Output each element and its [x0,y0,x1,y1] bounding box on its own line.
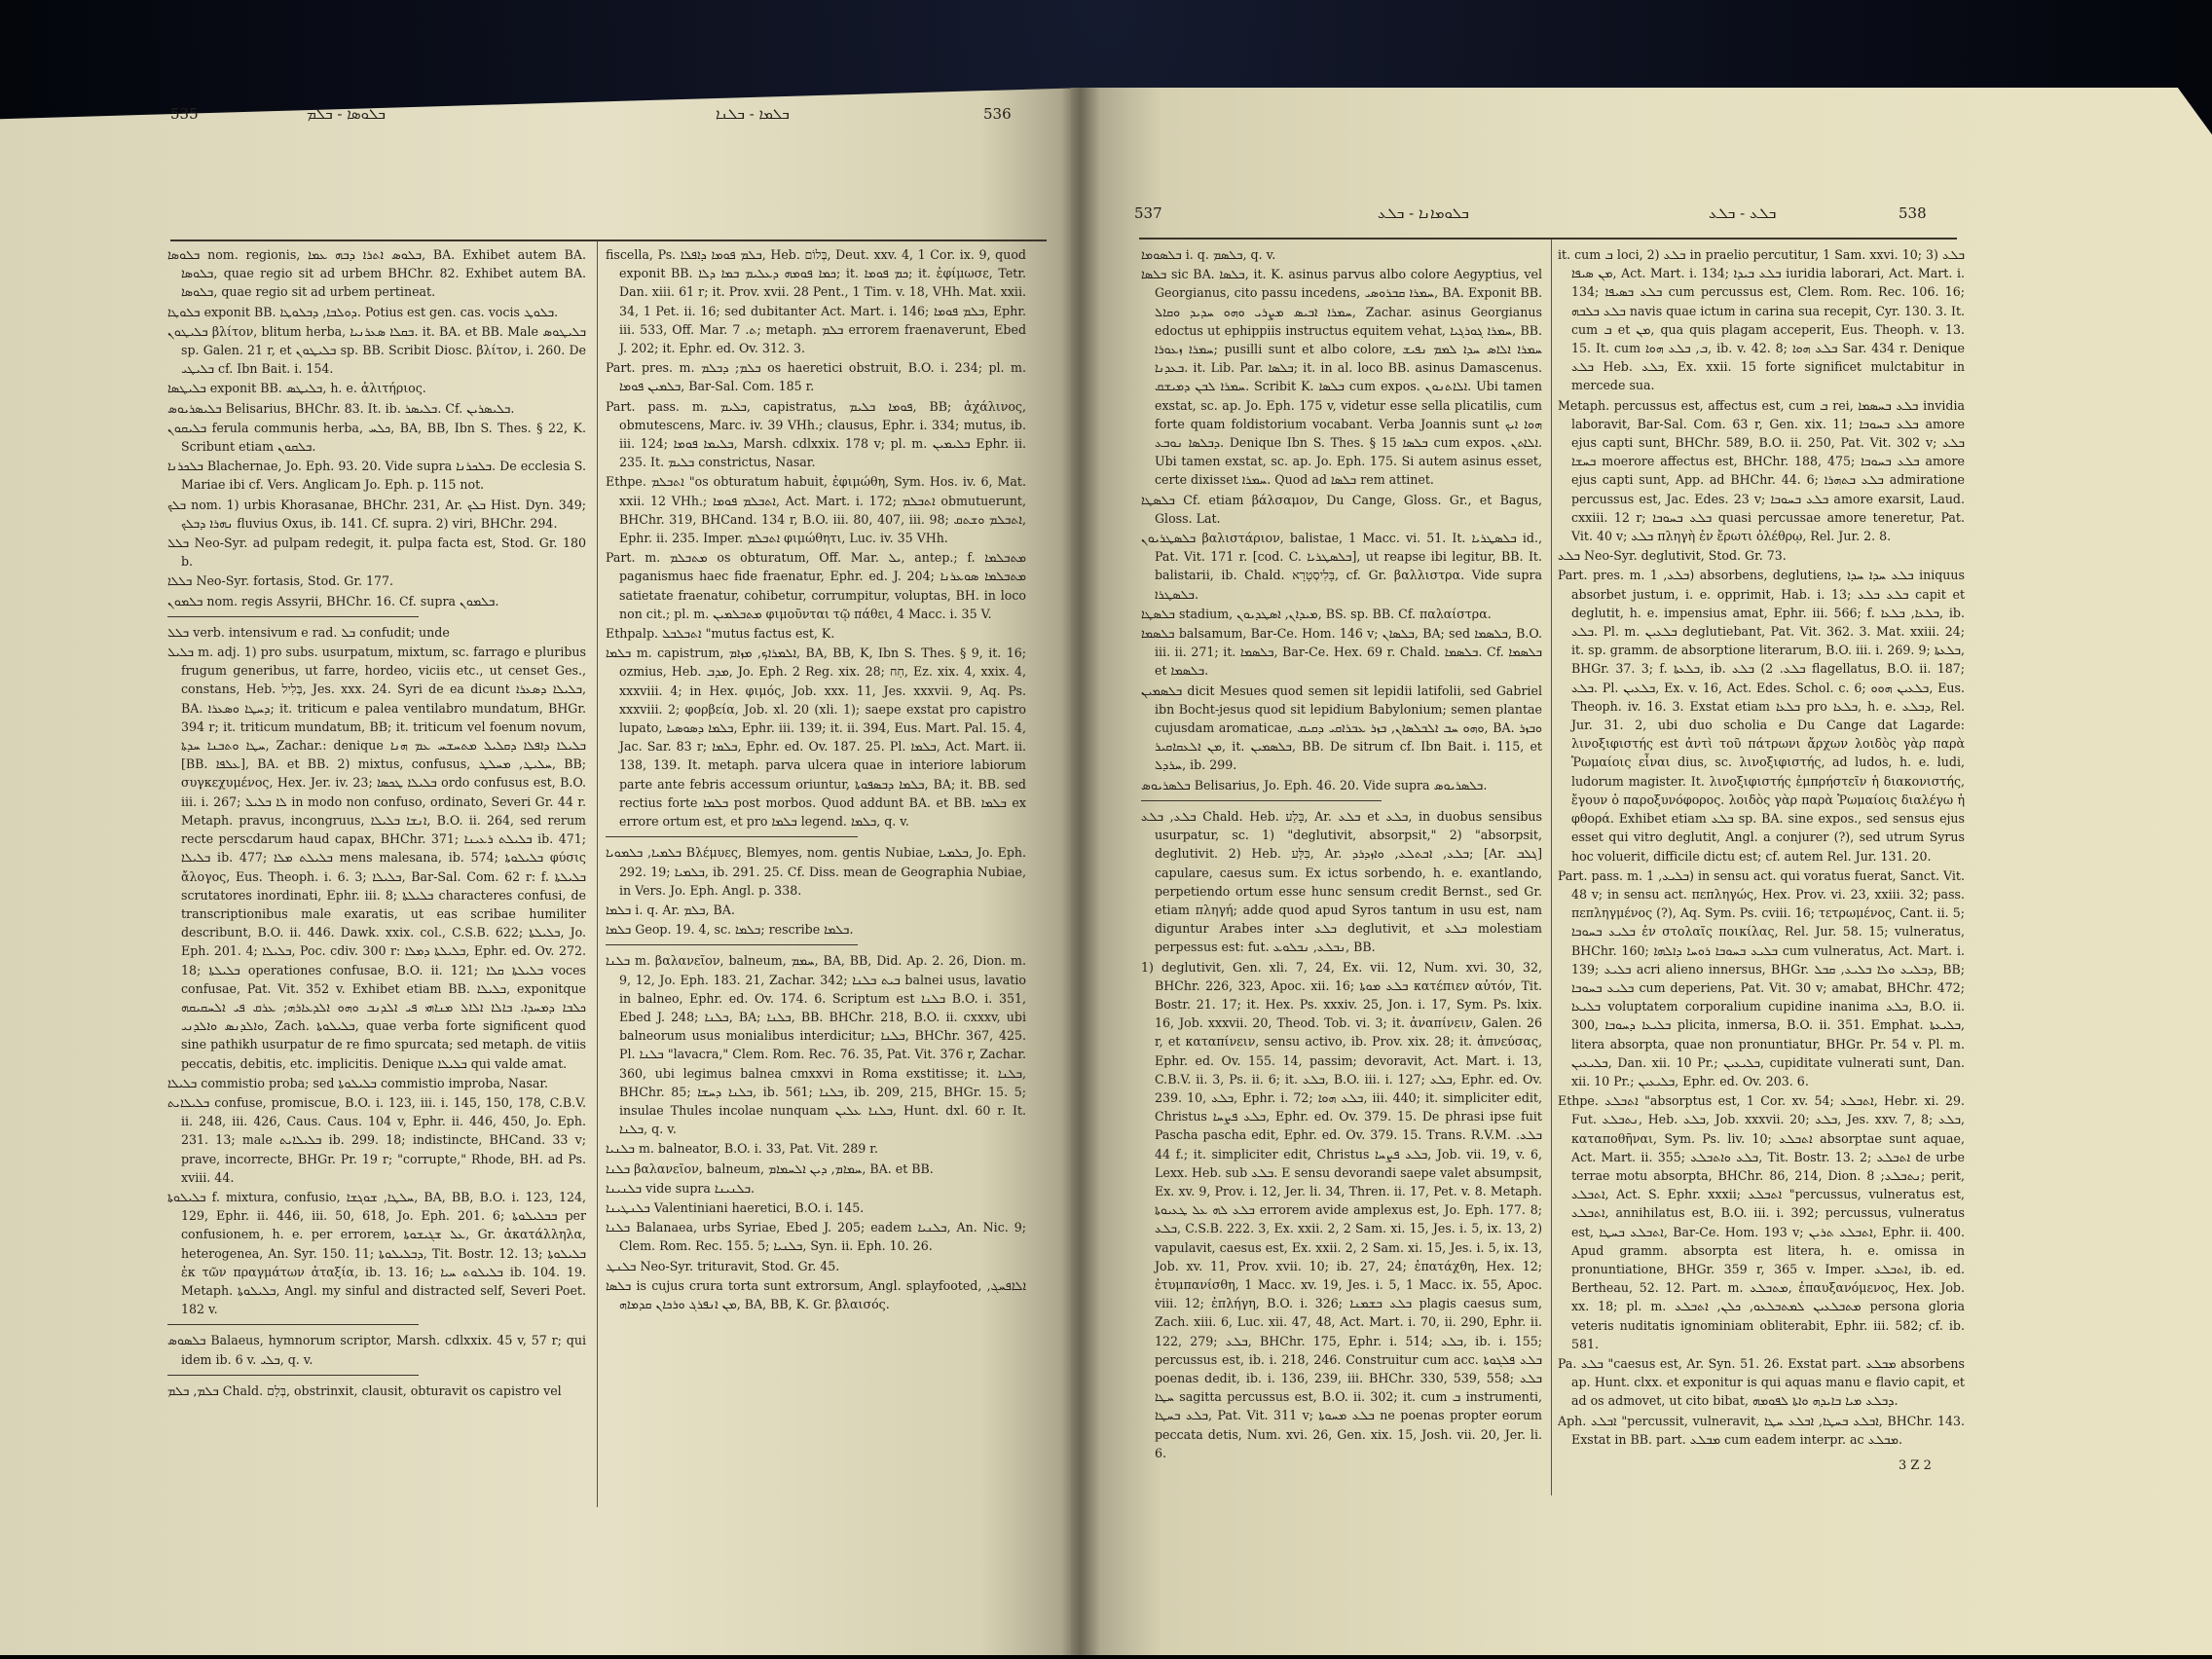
entry: it. cum ܒ loci, 2) ܒܠܥ in praelio percutitur, 1 Sam. xxvi. 10; 3) ܒܠܥ ܡܢ ܣܝܦܐ, Act. Mart. i. 134; ܒܠܥ ܒܝܕܐ iuridia laborari, Act. Mart. i. 134; ܒܠܥ ܒܣܝܦܐ cum percussus est, Clem. Rom. Rec. 106. 16; ܒܠܥ ܒܠܒܗ navis quae ictum in carina sua recepit, Cyr. 130. 3. It. cum ܒ et ܡܢ, qua quis plagam acceperit, Eus. Theoph. v. 13. 15. It. cum ܒ, ܒܠܥ ܗܘܐ, ib. v. 42. 8; ܒܠܥ ܗܘܐ Sar. 434 r. Denique ܒܠܥ Heb. ܒܠܥ, Ex. xxii. 15 forte significet mulctabitur in mercede sua. [1558,247,1965,393]
entry: ܒܠܢܐ βαλανεῖον, balneum, ܚܡܐܡ, ܕܝܢ ܐܠܚܡܐܡ, BA. et BB. [606,1161,934,1176]
entry: ܒܠܟ nom. 1) urbis Khorasanae, BHChr. 231, Ar. ܒܠܟ Hist. Dyn. 349; ܢܗܪܐ ܕܒܠܟ fluvius Oxus, ib. 141. Cf. supra. 2) viri, BHChr. 294. [167,497,586,531]
entry: Ethpe. ܐܬܒܠܡ "os obturatum habuit, ἐφιμώθη, Sym. Hos. iv. 6, Mat. xxii. 12 VHh.; ܐܬܒܠܡ ܦܘܡܐ, Act. Mart. i. 172; ܐܬܒܠܡ obmutuerunt, BHChr. 319, BHCand. 134 r, B.O. iii. 80, 407, iii. 98; ܐܬܒܠܡ ܘܫܬܩ, Ephr. ii. 235. Imper. ܐܬܒܠܡ φιμώθητι, Luc. iv. 35 VHh. [606,474,1026,546]
page-number-538: 538 [1899,204,1927,222]
entry: Part. pres. m. ܒܠܥ, 1) absorbens, deglutiens, ܒܠܥ ܚܕܐ ܚܕܐ iniquus absorbet justum, i. e. opprimit, Hab. i. 13; ܒܠܥ ܒܠܥ capit et deglutit, h. e. impensius amat, Ephr. iii. 566; f. ܒܠܥܐ, ܒܠܥܐ, ib. ܒܠܥ. Pl. m. ܒܠܥܝܢ deglutiebant, Pat. Vit. 362. 3. Mat. xxiii. 24; it. sp. gramm. de absorptione literarum, B.O. iii. i. 269. 9; ܒܠܥܬܐ, BHGr. 37. 3; f. ܒܠܥܬܐ, ib. ܒܠܥ. 2) ܒܠܥ flagellatus, B.O. ii. 187; ܒܠܥ. Pl. ܒܠܥܝܢ, Ex. v. 16, Act. Edes. Schol. c. 6; ܒܠܥܝܢ ܗܘܘ, Eus. Theoph. iv. 16. 3. Exstat etiam ܒܠܥܐ pro ܒܠܥܐ, h. e. ܕܒܠܥ, Rel. Jur. 31. 2, ubi duo scholia e Du Cange dat Lagarde: λινοξιφιστής est ἀντὶ τοῦ πάτρωνι ἄρχων λοιδὸς γὰρ παρὰ Ῥωμαίοις εἶναι dius, sc. λινοξιφιστής, ad ludos, h. e. ludi, ludorum magister. It. λινοξιφιστής ἐμπρήστεῖν ἡ διακονιστής, ἔγουν ὁ παροξυνόφορος. λοιδὸς γὰρ παρὰ Ῥωμαίοις διαλέγω ἡ φθορά. Exhibet etiam ܒܠܥ sp. BA. sine expos., sed sensus ejus esset qui vitro deglutit, Angl. a conjurer (?), sed utrum Syrus hoc voluerit, difficile dictu est; cf. autem Rel. Jur. 131. 20. [1558,568,1965,864]
right-page-column-2 [1558,245,1965,1453]
entry-separator [167,1375,419,1376]
entry: ܒܠܢܝܐ m. balneator, B.O. i. 33, Pat. Vit. 289 r. [606,1141,878,1157]
entry: ܒܠܝܛܘܢ βλίτον, blitum herba, ܒܩܠܐ ܣܥܪܢܝܐ. it. BA. et BB. Male ܒܠܝܛܘܣ sp. Galen. 21 r, et ܒܠܝܛܘܢ sp. BB. Scribit Diosc. βλίτον, i. 260. De ܒܠܝܛܝ cf. Ibn Bait. i. 154. [167,323,586,377]
entry: ܒܠܣܡܐ balsamum, Bar-Ce. Hom. 146 v; ܒܠܣܐܢ, BA; sed ܒܠܣܡܐ, B.O. iii. ii. 271; it. ܒܠܣܡܐ, Bar-Ce. Hex. 69 r. Chald. ܒܠܣܡܐ. Cf. ܒܠܣܡܐ et ܒܠܣܡܐ. [1141,626,1542,679]
entry: Ethpalp. ܐܬܒܠܒܠ "mutus factus est, K. [606,626,835,642]
entry: ܒܠܡܐ Geop. 19. 4, sc. ܒܠܡܐ; rescribe ܒܠܡܐ. [606,922,854,938]
entry: Pa. ܒܠܥ "caesus est, Ar. Syn. 51. 26. Exstat part. ܡܒܠܥ absorbens ap. Hunt. clxx. et exponitur is qui aquas manu e flavio capit, et ad os admovet, ut cito bibat, ܕܒܠܥ ܡܝܐ ܒܐܝܕܗ ܘܐܬܐ ܠܦܘܡܗ. [1558,1355,1965,1409]
entry: Part. pres. m. ܒܠܡ; ܕܒܠܡ os haeretici obstruit, B.O. i. 234; pl. m. ܒܠܡܝܢ ܦܘܡܐ, Bar-Sal. Com. 185 r. [606,360,1026,394]
entry: ܒܠܘܣܐ nom. regionis, ܒܠܘܣ ܐܬܪܐ ܕܒܗ ܥܡܐ, BA. Exhibet autem BA. ܒܠܘܣܐ, quae regio sit ad urbem BHChr. 82. Exhibet autem BA. ܒܠܘܣܐ, quae regio sit ad urbem pertineat. [167,247,586,300]
entry: Part. pass. m. ܒܠܝܥ, 1) in sensu act. qui voratus fuerat, Sanct. Vit. 48 v; in sensu act. πεπληγώς, Hex. Prov. vi. 23, xxiii. 32; pass. πεπληγμένος (?), Aq. Sym. Ps. cviii. 16; τετρωμένος, Cant. ii. 5; ܒܠܝܥ ܒܚܘܒܐ ἐν στολαῖς ποικίλας, Rel. Jur. 58. 15; vulneratus, BHChr. 160; ܒܠܝܥ ܒܚܘܒܐ ܪܘܚܐ ܕܐܠܗܐ cum vulneratus, Act. Mart. i. 139; ܒܠܝܥ acri alieno innersus, BHGr. ܕܒܠܝܥ ܘܠܐ ܒܠܝܥ, ܩܒܠ, BB; ܒܠܝܥ ܒܚܘܒܐ cum deperiens, Pat. Vit. 30 v; amabat, BHChr. 472; ܒܠܝܥܐ voluptatem corporalium cupidine inanima ܒܠܥ, B.O. ii. 300, ܒܠܝܥܐ ܕܚܘܒܐ plicita, inmersa, B.O. ii. 351. Emphat. ܒܠܝܥܬܐ, litera absorpta, quae non pronuntiatur, BHGr. Pr. 54 v. Pl. m. ܒܠܝܥܝܢ, Dan. xii. 10 Pr.; ܒܠܝܥܝܢ, cupiditate vulnerati sunt, Dan. xii. 10 Pr.; ܒܠܝܥܝܢ, Ephr. ed. Ov. 203. 6. [1558,867,1965,1088]
entry: ܒܠܝܛܣܐ exponit BB. ܒܠܝܛܣ, h. e. ἀλιτήριος. [167,381,426,396]
entry: ܒܠܡ, ܒܠܡ Chald. בְּלַם, obstrinxit, clausit, obturavit os capistro vel [167,1382,562,1398]
entry-separator [606,836,858,837]
entry: ܒܠܡܘܢ nom. regis Assyrii, BHChr. 16. Cf. supra ܒܠܡܘܢ. [167,593,499,608]
entry: ܒܠܣܘܡܐ i. q. ܒܠܣܡ, q. v. [1141,247,1276,262]
entry: ܒܠܠܐ Neo-Syr. fortasis, Stod. Gr. 177. [167,573,394,589]
entry: ܒܠܡܝܐ, ܒܠܡܘܝܐ Βλέμυες, Blemyes, nom. gentis Nubiae, ܒܠܡܝܐ, Jo. Eph. 292. 19; ܒܠܡܝܐ, ib. 291. 25. Cf. Diss. mean de Geographia Nubiae, in Vers. Jo. Eph. Angl. p. 338. [606,845,1026,898]
entry: ܒܠܡܐ i. q. Ar. ܒܠܡ, BA. [606,902,735,917]
entry-separator [606,944,858,945]
entry: ܒܠܝܠܘܬܐ f. mixtura, confusio, ܚܠܛܐ, ܫܘܓܫܐ, BA, BB, B.O. i. 123, 124, 129, Ephr. ii. 446, iii. 50, 618, Jo. Eph. 201. 6; ܒܒܠܝܠܘܬܐ per confusionem, h. e. per errorem, ܥܠ ܫܓܝܫܘܬܐ, Gr. ἀκατάλληλα, heterogenea, An. Syr. 150. 11; ܕܒܠܝܠܘܬܐ, Tit. Bostr. 12. 13; ܒܠܝܠܘܬܐ ἐκ τῶν πραγμάτων ἀταξία, ib. 13. 16; ܒܠܝܠܘܬ ܚܝܐ ib. 104. 19. Metaph. ܒܠܝܠܘܬܐ, Angl. my sinful and distracted self, Severi Poet. 182 v. [167,1189,586,1317]
entry: ܒܠܝܠܐܝܬ confuse, promiscue, B.O. i. 123, iii. i. 145, 150, 178, C.B.V. ii. 248, iii. 426, Caus. Caus. 104 v, Ephr. ii. 446, 450, Jo. Eph. 231. 13; male ܒܠܝܠܐܝܬ ib. 299. 18; indistincte, BHCand. 33 v; prave, incorrecte, BHGr. Pr. 19 r; "corrupte," Rhode, BH. ad Ps. xviii. 44. [167,1094,586,1185]
entry: ܒܠܡܐ m. capistrum, ܐܠܡܪܐܟ, ܡܙܐܡ, BA, BB, K, Ibn S. Thes. § 9, it. 16; ozmius, Heb. ܡܕܒ, Jo. Eph. 2 Reg. xix. 28; חַח, Ez. xix. 4, xxix. 4, xxxviii. 4; in Hex. φιμός, Job. xxx. 11, Jes. xxxvii. 9, Aq. Ps. xxxviii. 2; φορβεία, Job. xl. 20 (xli. 1); saepe exstat pro capistro lupato, ܒܠܡܐ ܕܣܘܣܝܐ, Ephr. iii. 139; it. ii. 394, Eus. Mart. Pal. 15. 4, Jac. Sar. 83 r; ܒܠܡܐ, Ephr. ed. Ov. 187. 25. Pl. ܒܠܡܐ, Act. Mart. ii. 138, 139. It. metaph. parva ulcera quae in interiore labiorum parte ante febris accessum oriuntur, ܒܠܡܐ ܕܒܣܦܘܬܐ, BA; it. BB. sed rectius forte ܒܠܡܐ post morbos. Quod addunt BA. et BB. ܒܠܡܐ ex errore ortum est, et pro ܒܠܡܐ legend. ܒܠܡܐ, q. v. [606,645,1026,830]
entry-separator [167,616,419,617]
entry: ܒܠܣܛܐ Cf. etiam βάλσαμον, Du Cange, Gloss. Gr., et Bagus, Gloss. Lat. [1141,492,1542,526]
entry: ܒܠܠ verb. intensivum e rad. ܒܠ confudit; unde [167,624,450,640]
right-page-header-rule [1139,238,1957,240]
left-page-column-2 [606,245,1026,1503]
entry: ܒܠܝܩܘܢ ferula communis herba, ܟܠܚ, BA, BB, Ibn S. Thes. § 22, K. Scribunt etiam ܒܠܩܘܢ. [167,420,586,455]
entry: ܒܠܥ Neo-Syr. deglutivit, Stod. Gr. 73. [1558,548,1787,564]
entry: ܒܠܝܣܪܝܘܣ Belisarius, BHChr. 83. It. ib. ܒܠܝܣܪ. Cf. ܒܠܝܣܪܝܢ. [167,400,515,416]
page-number-536: 536 [983,105,1012,123]
running-headword-535: ܒܠܘܣܐ - ܒܠܡ [307,105,386,123]
book-gutter [1061,88,1100,1655]
entry: ܒܠܣܡܝܢ dicit Mesues quod semen sit lepidii latifolii, sed Gabriel ibn Bocht-jesus quod sit lepidium Babylonium; semen plantae cujusdam aromaticae, ܘܗܘ ܚܒ ܐܠܒܠܣܐܢ, ܒܙܪ ܥܒܪܐܩܝ ܕܩܝܩ, BA. ܘܒܙܪ ܡܢ ܐܠܥܩܐܩܝܪ, it. ܒܠܣܡܝܢ, BB. De sitrum cf. Ibn Bait. i. 115, et ܚܪܕܠ, ib. 299. [1141,682,1542,773]
entry: ܒܠܢܛ Neo-Syr. trituravit, Stod. Gr. 45. [606,1258,840,1273]
entry: Part. pass. m. ܒܠܝܡ, capistratus, ܦܘܡܐ ܒܠܝܡ, BB; ἀχάλινος, obmutescens, Marc. iv. 39 VHh.; clausus, Ephr. i. 334; mutus, ib. iii. 124; ܒܠܝܡܐ ܦܘܡܐ, Marsh. cdlxxix. 178 v; pl. m. ܒܠܝܡܝܢ Ephr. ii. 235. It. ܒܠܝܡ constrictus, Nasar. [606,398,1026,470]
running-headword-537: ܒܠܘܡܐܢܐ - ܒܠܥ [1378,204,1469,222]
left-page-column-rule [597,241,598,1507]
entry: ܒܠܢܛܝܢܐ Valentiniani haeretici, B.O. i. 145. [606,1199,865,1215]
entry: ܒܠܥ, ܒܠܥ Chald. Heb. בָּלַע, Ar. ܒܠܥ et ܒܠܥ, in duobus sensibus usurpatur, sc. 1) "deglutivit, absorpsit," 2) "absorpsit, deglutivit. 2) Heb. בִּלַּע, Ar. ܒܠܥ, ܐܒܬܠܥ, ܘܐܙܕܪܕ; [Ar. ܓܠܒ] capulare, caesus sum. Ex ictus sorbendo, h. e. exantlando, perpetiendo ortum esse hunc sensum credit Bernst., sed Gr. etiam πληγή; adde quod apud Syros tantum in usu est, nam diguntur Arabes inter ܒܠܥ deglutivit, et ܒܠܥ molestiam perpessus est: fut. ܢܒܠܥ, ܢܒܠܘܥ, BB. [1141,808,1542,955]
entry: Aph. ܐܒܠܥ "percussit, vulneravit, ܐܒܠܥ ܒܚܛܐ, ܐܒܠܥ ܚܛܐ, BHChr. 143. Exstat in BB. part. ܡܒܠܥ cum eadem interpr. ac ܡܒܠܥ. [1558,1413,1965,1447]
entry: Part. m. ܡܬܒܠܡ os obturatum, Off. Mar. ܝܠ, antep.; f. ܡܬܒܠܡܐ paganismus haec fide fraenatur, Ephr. ed. J. 204; ܡܬܒܠܡܐ ܣܘܥܪܢܐ satietate fraenatur, cohibetur, corrumpitur, voluptas, BH. in loco non cit.; pl. m. ܡܬܒܠܡܝܢ φιμοῦνται τῷ πάθει, 4 Macc. i. 35 V. [606,550,1026,621]
entry: ܒܠܢܐ m. βαλανεῖον, balneum, ܚܡܡ, BA, BB, Did. Ap. 2. 26, Dion. m. 9, 12, Jo. Eph. 183. 21, Zachar. 342; ܒܝܬ ܒܠܢܐ balnei usus, lavatio in balneo, Ephr. ed. Ov. 174. 6. Scriptum est ܒܠܢܐ B.O. i. 351, Ebed J. 248; ܒܠܢܐ, BA; ܒܠܢܐ, BB. BHChr. 218, B.O. ii. cxxxv, ubi balneorum usus monialibus interdicitur; ܒܠܢܐ, BHChr. 367, 425. Pl. ܒܠܢܐ "lavacra," Clem. Rom. Rec. 76. 35, Pat. Vit. 376 r, Zachar. 360, ubi legimus balnea cmxxvi in Roma exstitisse; it. ܒܠܢܐ, BHChr. 85; ܒܠܢܐ ܕܚܫܐ, ib. 561; ܒܠܢܐ, ib. 209, 215, BHGr. 15. 5; insulae Thules incolae nunquam ܒܠܢܐ ܥܠܝܢ, Hunt. dxl. 60 r. It. ܒܠܢܐ, q. v. [606,953,1026,1137]
right-page-column-1 [1141,245,1542,1493]
entry: ܒܠܣܛܪܝܘܢ βαλιστάριον, balistae, 1 Macc. vi. 51. It. ܒܠܣܛܪܝܐ id., Pat. Vit. 171 r. [cod. C. ܒܠܣܛܪܝܐ], ut reapse ibi legitur, BB. It. balistarii, ib. Chald. בָּלִיסְטָרָא, cf. Gr. βαλλιστρα. Vide supra ܒܠܣܛܪܐ. [1141,531,1542,602]
entry: fiscella, Ps. ܒܠܡ ܦܘܡܐ ܕܐܦܠܐ, Heb. בְּלוֹם, Deut. xxv. 4, 1 Cor. ix. 9, quod exponit BB. ܟܡܐ ܦܘܡܗ ܕܥܠܝܡ ܒܡܐ ܕܠܐ; it. ܟܡ ܦܘܡܐ; it. ἐφίμωσε, Tetr. Dan. xiii. 61 r; it. Prov. xvii. 28 Pent., 1 Tim. v. 18, VHh. Mat. xxii. 34, 1 Pet. ii. 16; sed dubitanter Act. Mart. i. 146; ܒܠܡ ܦܘܡܐ, Ephr. iii. 533, Off. Mar. ܬ. 7; metaph. ܒܠܡ errorem fraenaverunt, Ebed J. 202; it. Ephr. ed. Ov. 312. 3. [606,247,1026,356]
entry: ܒܠܣܐ sic BA. ܒܠܣܐ, it. K. asinus parvus albo colore Aegyptius, vel Georgianus, cito passu incedens, ܚܡܪܐ ܩܒܪܘܣܝ, BA. Exponit BB. ܚܡܪܐ ܐܒܝܣ ܡܨܪܝ ܘܗܘ ܚܕܝܕ ܘܩܐܠ, Zachar. asinus Georgianus edoctus ut ephippiis instructus equitem vehat, ܚܡܪܐ ܓܘܪܓܝܐ, BB. ܚܡܪܐ ܙܥܘܪܐ; pusilli sunt et albo colore, ܚܡܪܐ ܐܠܐܣ ܚܕܐ ܠܡܡ ܢܦܝܫ ܒܥܕܢܐ. it. Lib. Par. ܒܠܣܐ; it. in al. loco BB. asinus Damascenus. ܚܡܪܐ ܠܒܢ ܕܡܝܫܩ. Scribit K. ܒܠܣܐ cum expos. ܐܠܐܬܢܘܢ. Ubi tamen exstat, sc. ap. Jo. Eph. 175 v, videtur esse sella plicatilis, cum forte quam foldistorium vocabant. Verba Joannis sunt ܗܘܐ ܐܝܟ ܕܒܠܣܐ ܢܘܒܥ. Denique Ibn S. Thes. § 15 ܒܠܣܐ cum expos. ܐܠܐܬܢ. Ubi tamen exstat, sc. ap. Jo. Eph. 175. Si autem asinus esset, certe dixisset ܚܡܪܐ. Quod ad ܒܠܣܐ rem attinet. [1141,267,1542,488]
left-page-header [170,105,1066,132]
entry: ܒܠܣܘܣ Balaeus, hymnorum scriptor, Marsh. cdlxxix. 45 v, 57 r; qui idem ib. 6 v. ܒܠܝ, q. v. [167,1333,586,1367]
entry-separator [1141,800,1382,801]
entry-separator [167,1324,419,1325]
entry [1558,1450,1965,1453]
entry: ܒܠܝܠܐ commistio proba; sed ܒܠܝܠܘܬܐ commistio improba, Nasar. [167,1075,548,1090]
entry: ܒܠܣܐ is cujus crura torta sunt extrorsum, Angl. splayfooted, ܐܠܐܦܚܓ, ܡܢ ܐܢܦܪܓ ܘܪܟܐܢ ܩܕܡܐܗ, BA, BB, K. Gr. βλαισός. [606,1277,1026,1311]
entry: ܒܠܘܛܐ exponit BB. ܕܘܠܒܐ, ܕܒܠܘܛܐ. Potius est gen. cas. vocis ܒܠܘܛ. [167,304,559,319]
page-number-537: 537 [1134,204,1162,222]
right-page-header [1134,204,2108,232]
entry: ܒܠܣܛܐ stadium, ܡܝܕܐܢ, ܐܣܛܕܝܘܢ, BS. sp. BB. Cf. παλαίστρα. [1141,606,1492,621]
left-page-column-1 [167,245,586,1503]
entry: Metaph. percussus est, affectus est, cum ܒ rei, ܒܠܥ ܒܚܣܡܐ invidia laboravit, Bar-Sal. Com. 63 r, Gen. xix. 11; ܒܠܥ ܒܚܘܒܐ amore ejus capti sunt, BHChr. 589, B.O. ii. 250, Pat. Vit. 302 v; ܒܠܥ ܒܚܫܐ moerore affectus est, BHChr. 188, 475; ܒܠܥ ܒܚܘܒܐ amore ejus capti sunt, App. ad BHChr. 44. 6; ܒܠܥ ܒܬܗܪܐ admiratione percussus est, Jac. Edes. 23 v; ܒܠܥ ܒܚܘܒܐ amore exarsit, Laud. cxxiii. 12 r; ܒܠܥ ܒܚܘܒܐ quasi percussae amore teneretur, Pat. Vit. 40 v; ܒܠܥ πληγὴ ἐν ἔρωτι ὀλέθρῳ, Rel. Jur. 2. 8. [1558,397,1965,544]
right-page-column-rule [1551,240,1552,1495]
entry: 1) deglutivit, Gen. xli. 7, 24, Ex. vii. 12, Num. xvi. 30, 32, BHChr. 226, 323, Apoc. xii. 16; ܒܠܥ ܡܘܬܐ κατέπιεν αὐτόν, Tit. Bostr. 21. 17; it. Hex. Ps. xxxiv. 25, Jon. i. 17, Sym. Ps. lxix. 16, Job. xxxvii. 20, Theod. Tob. vi. 3; it. ἀναπίνειν, Galen. 26 r, et καταπίνειν, sensu activo, ib. Prov. xix. 28; it. ἀπνεύσας, Ephr. ed. Ov. 155. 14, passim; devoravit, Act. Mart. i. 13, C.B.V. ii. 3, Ps. ii. 6; it. ܒܠܥ, B.O. iii. i. 127; ܒܠܥ, Ephr. ed. Ov. 239. 10, ܒܠܥ, Ephr. i. 72; ܒܠܥ ܗܘܐ, iii. 440; it. simpliciter edit, Christus ܒܠܥ ܦܨܚܐ, Ephr. ed. Ov. 379. 15. De phrasi ipse fuit Pascha pascha edit, Ephr. ed. Ov. 379. 15. Trans. R.V.M. ܒܠܥ. 44 f.; it. simpliciter edit, Christus ܒܠܥ ܦܨܚܐ, Job. vii. 19, v. 6, Lexx. Heb. sub ܒܠܥ. E sensu devorandi saepe valet absumpsit, Ex. xv. 9, Prov. i. 12, Jer. li. 34, Thren. ii. 17, Pet. v. 8. Metaph. ܒܠܥ ܠܗ ܥܠ ܛܥܝܘܬܐ errorem avide amplexus est, Jo. Eph. 177. 8; ܒܠܥ, C.S.B. 222. 3, Ex. xxii. 2, 2 Sam. xi. 15, Jes. i. 5, ix. 13, 2) vapulavit, caesus est, Ex. xxii. 2, 2 Sam. xi. 15, Jes. i. 5, ix. 13, Job. xv. 11, Prov. xvii. 10; ib. 27, 24; ἐπατάχθη, Hex. 12; ἐτυμπανίσθη, 1 Macc. xv. 19, Jes. i. 5, 1 Macc. ix. 55, Apoc. viii. 12; ἐπλήγη, B.O. i. 326; ܒܠܥ ܒܫܡܢܐ plagis caesus sum, Zach. xiii. 6, Luc. xii. 47, 48, Act. Mart. i. 70, ii. 290, Ephr. ii. 122, 279; ܒܠܥ, BHChr. 175, Ephr. i. 514; ܒܠܥ, ib. i. 155; percussus est, ib. i. 218, 246. Construitur cum acc. ܒܠܥ ܦܠܓܘܬܐ poenas dedit, ib. i. 136, 239, iii. BHChr. 330, 539, 558; ܒܠܥ ܚܛܐ sagitta percussus est, B.O. ii. 302; it. cum ܒ instrumenti, ܒܠܥ ܒܚܛܐ, Pat. Vit. 311 v; ܒܠܥ ܡܚܘܬܐ ne poenas propter eorum peccata detis, Num. xvi. 26, Gen. xix. 15, Josh. vii. 20, Jer. li. 6. [1141,959,1542,1460]
entry: ܒܠܟܪܢܐ Blachernae, Jo. Eph. 93. 20. Vide supra ܒܠܟܪܢܐ. De ecclesia S. Mariae ibi cf. Vers. Anglicam Jo. Eph. p. 115 not. [167,459,586,493]
entry: ܒܠܠ Neo-Syr. ad pulpam redegit, it. pulpa facta est, Stod. Gr. 180 b. [167,535,586,570]
entry: ܒܠܢܝܢܐ vide supra ܒܠܢܝܢܐ. [606,1180,756,1196]
signature-mark: 3 Z 2 [1899,1458,1932,1473]
entry: ܒܠܣܪܝܘܣ Belisarius, Jo. Eph. 46. 20. Vide supra ܒܠܣܪܝܘܣ. [1141,777,1488,793]
entry: Ethpe. ܐܬܒܠܥ "absorptus est, 1 Cor. xv. 54; ܐܬܒܠܥ, Hebr. xi. 29. Fut. ܢܬܒܠܥ, Heb. ܒܠܥ, Job. xxxvii. 20; ܒܠܥ, Jes. xxv. 7, 8; ܒܠܥ, καταποθῆναι, Sym. Ps. liv. 10; ܐܬܒܠܥ absorptae sunt aquae, Act. Mart. ii. 355; ܒܠܥ ܘܐܬܒܠܥ, Tit. Bostr. 13. 2; ܐܬܒܠܥ de urbe terrae motu absorpta, BHChr. 86, 214, Dion. ܢܬܒܠܥ; 8; perit, ܐܬܒܠܥ, Act. S. Ephr. xxxii; ܐܬܒܠܥ "percussus, vulneratus est, ܐܬܒܠܥ, annihilatus est, B.O. iii. i. 392; percussus, vulneratus est, ܐܬܒܠܥ ܒܚܛܐ, Bar-Ce. Hom. 193 v; ܐܬܒܠܥ ܬܪܝܢ, Ephr. ii. 400. Apud gramm. absorpta est litera, h. e. omissa in pronuntiatione, BHGr. 359 r, 365 v. Imper. ܐܬܒܠܥ, ib. ed. Bertheau, 52. 12. Part. m. ܡܬܒܠܥ, ἐπαυξανόμενος, Hex. Job. xx. 18; pl. m. ܡܬܒܠܥܝܢ ܠܡܬܒܠܥܘ, ܟܠܢ, ܐܬܒܠܥ persona gloria veteris nuditatis ignominiam obliterabit, Ephr. iii. 582; cf. ib. 581. [1558,1093,1965,1351]
page-number-535: 535 [170,105,199,123]
entry: ܒܠܝܠ m. adj. 1) pro subs. usurpatum, mixtum, sc. farrago e pluribus frugum generibus, ut farre, hordeo, viciis etc., ut censet Ges., constans, Heb. בְּלִיל, Jes. xxx. 24. Syri de ea dicunt ܒܠܝܠܐ ܕܣܥܪܐ, BA. ܕܚܛܐ ܘܣܥܪܐ; it. triticum e palea ventilabro mundatum, BHGr. 394 r; it. triticum mundatum, BB; it. triticum vel foenum novum, ܚܛܐ ܘܬܒܢܐ ܚܕܬܐ, Zachar.: denique ܒܠܝܠܐ ܕܐܦܠܐ ܕܩܠܝܠ ܡܬܚܫܚ ܥܡ ܗܢܐ [BB. ܥܠܦܐ], BA. et BB. 2) mixtus, confusus, ܚܠܝܛ, ܡܚܠܛ, BB; συγκεχυμένος, Hex. Jer. iv. 23; ܒܠܝܠܐ ܛܟܣܐ ordo confusus est, B.O. iii. i. 267; ܠܐ ܒܠܝܠ in modo non confuso, ordinato, Severi Gr. 44 r. Metaph. pravus, incongruus, ܐܢܫܐ ܒܠܝܠܐ, B.O. ii. 264, sed rerum recte perscdarum haud capax, BHChr. 371; ܒܠܝܠܬ ܪܥܝܢܐ ib. 471; ܒܠܝܠܐ ib. 477; ܒܠܝܠܬ ܡܠܐ mens malesana, ib. 574; ܒܠܝܠܘܬܐ φύσις ἄλογος, Eus. Theoph. i. 6. 3; ܒܠܝܠܐ, Bar-Sal. Com. 62 r: f. ܒܠܝܠܬܐ scrutatores inordinati, Ephr. iii. 8; ܒܠܝܠܬܐ characteres confusi, de transcriptionibus male exaratis, ut eas scribae humiliter describunt, B.O. ii. 446. Dawk. xxix. col., C.S.B. 622; ܒܠܝܠܬܐ, Jo. Eph. 201. 4; ܒܠܝܠܐ, Poc. cdiv. 300 r: ܒܠܝܠܬܐ ܕܡܠܐ, Ephr. ed. Ov. 272. 18; ܒܠܝܠܬܐ operationes confusae, B.O. ii. 121; ܒܠܝܠܬܐ ܩܠܐ voces confusae, Pat. Vit. 352 v. Exhibet etiam BB. ܒܠܝܠܐ, exponitque ܟܠܒܐ ܕܡܚܕܐ. ܒܐܠܐ ܐܠܐܠ ܡܢܐܗܝ ܦܝ ܐܠܕܢܒ ܘܗܘ ܐܠܕܥܐܪܗ; ܥܪܩ ܦܝ ܐܠܚܩܝܩܗ ܘܐܠܕܢܣ ܘܐܠܕܢܝ, Zach. ܒܠܝܠܘܬܐ, quae verba forte significent quod sine pathikh usurpatur de re fimo spurcata; sed metaph. de vitiis peccatis, debitis, etc. implicitis. Denique ܒܠܝܠܐ qui valde amat. [167,645,586,1071]
running-headword-536: ܒܠܡܐ - ܒܠܢܐ [716,105,790,123]
entry: ܒܠܢܐ Balanaea, urbs Syriae, Ebed J. 205; eadem ܒܠܢܝܐ, An. Nic. 9; Clem. Rom. Rec. 155. 5; ܒܠܢܝܐ, Syn. ii. Eph. 10. 26. [606,1220,1026,1254]
running-headword-538: ܒܠܥ - ܒܠܥ [1709,204,1777,222]
left-page-header-rule [170,240,1047,241]
